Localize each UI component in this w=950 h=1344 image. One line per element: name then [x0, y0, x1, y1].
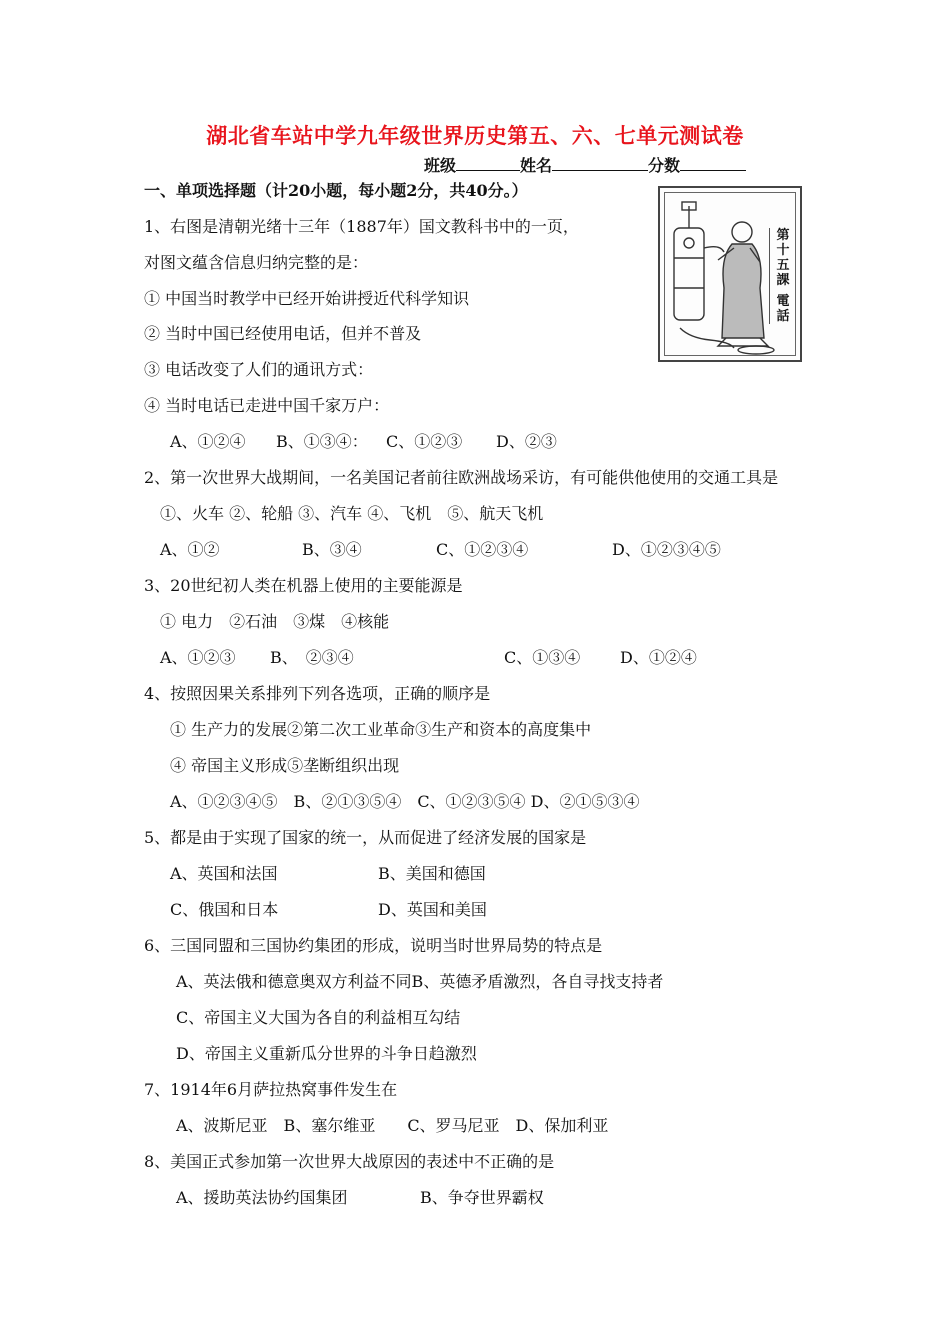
q5-option-b: B、美国和德国: [378, 864, 486, 883]
q7-stem: 7、1914年6月萨拉热窝事件发生在: [144, 1080, 398, 1099]
q2-option-d: D、①②③④⑤: [612, 540, 721, 559]
student-info-line: [424, 153, 746, 176]
q3-items: ① 电力 ②石油 ③煤 ④核能: [160, 612, 390, 631]
score-blank[interactable]: [680, 156, 746, 171]
q1-stem: 1、右图是清朝光绪十三年（1887年）国文教科书中的一页，: [144, 217, 579, 236]
name-blank[interactable]: [552, 156, 648, 171]
q6-stem: 6、三国同盟和三国协约集团的形成，说明当时世界局势的特点是: [144, 936, 603, 955]
q6-options-ab: A、英法俄和德意奥双方利益不同B、英德矛盾激烈，各自寻找支持者: [176, 972, 664, 991]
q5-stem: 5、都是由于实现了国家的统一，从而促进了经济发展的国家是: [144, 828, 587, 847]
q1-stem-cont: 对图文蕴含信息归纳完整的是：: [144, 253, 369, 272]
q2-stem: 2、第一次世界大战期间，一名美国记者前往欧洲战场采访，有可能供他使用的交通工具是: [144, 468, 779, 487]
figure-caption: [769, 228, 794, 324]
q1-statement-4: ④ 当时电话已走进中国千家万户：: [144, 396, 390, 415]
q6-option-c: C、帝国主义大国为各自的利益相互勾结: [176, 1008, 461, 1027]
q2-option-a: A、①②: [160, 540, 220, 559]
telephone-textbook-figure: [658, 186, 802, 362]
q3-option-d: D、①②④: [620, 648, 697, 667]
q4-stem: 4、按照因果关系排列下列各选项，正确的顺序是: [144, 684, 491, 703]
q7-options: A、波斯尼亚 B、塞尔维亚 C、罗马尼亚 D、保加利亚: [176, 1116, 609, 1135]
figure-caption-topic: 電話: [776, 294, 790, 324]
q8-option-a: A、援助英法协约国集团: [176, 1188, 348, 1207]
score-label: 分数: [648, 156, 681, 175]
q2-option-b: B、③④: [302, 540, 362, 559]
q1-statement-2: ② 当时中国已经使用电话，但并不普及: [144, 324, 422, 343]
q3-option-c: C、①③④: [504, 648, 581, 667]
q1-statement-3: ③ 电话改变了人们的通讯方式：: [144, 360, 374, 379]
q6-option-d: D、帝国主义重新瓜分世界的斗争日趋激烈: [176, 1044, 477, 1063]
q4-options: A、①②③④⑤ B、②①③⑤④ C、①②③⑤④ D、②①⑤③④: [170, 792, 640, 811]
q8-stem: 8、美国正式参加第一次世界大战原因的表述中不正确的是: [144, 1152, 555, 1171]
q2-items: ①、火车 ②、轮船 ③、汽车 ④、飞机 ⑤、航天飞机: [160, 504, 544, 523]
q1-option-c: C、①②③: [386, 432, 463, 451]
q2-option-c: C、①②③④: [436, 540, 529, 559]
q4-items-2: ④ 帝国主义形成⑤垄断组织出现: [170, 756, 400, 775]
q4-items-1: ① 生产力的发展②第二次工业革命③生产和资本的高度集中: [170, 720, 592, 739]
class-label: 班级: [424, 156, 457, 175]
q5-option-d: D、英国和美国: [378, 900, 487, 919]
q8-option-b: B、争夺世界霸权: [420, 1188, 544, 1207]
figure-caption-lesson: 第十五課: [776, 228, 790, 288]
q3-option-a: A、①②③: [160, 648, 236, 667]
exam-title: 湖北省车站中学九年级世界历史第五、六、七单元测试卷: [206, 124, 744, 148]
q1-option-a: A、①②④: [170, 432, 246, 451]
section-heading: 一、单项选择题（计20小题，每小题2分，共40分。）: [144, 181, 528, 200]
name-label: 姓名: [520, 156, 553, 175]
q3-option-b: B、 ②③④: [270, 648, 354, 667]
q3-stem: 3、20世纪初人类在机器上使用的主要能源是: [144, 576, 463, 595]
q5-option-a: A、英国和法国: [170, 864, 278, 883]
q5-option-c: C、俄国和日本: [170, 900, 279, 919]
q1-option-d: D、②③: [496, 432, 557, 451]
q1-statement-1: ① 中国当时教学中已经开始讲授近代科学知识: [144, 289, 470, 308]
class-blank[interactable]: [456, 156, 520, 171]
q1-option-b: B、①③④：: [276, 432, 368, 451]
